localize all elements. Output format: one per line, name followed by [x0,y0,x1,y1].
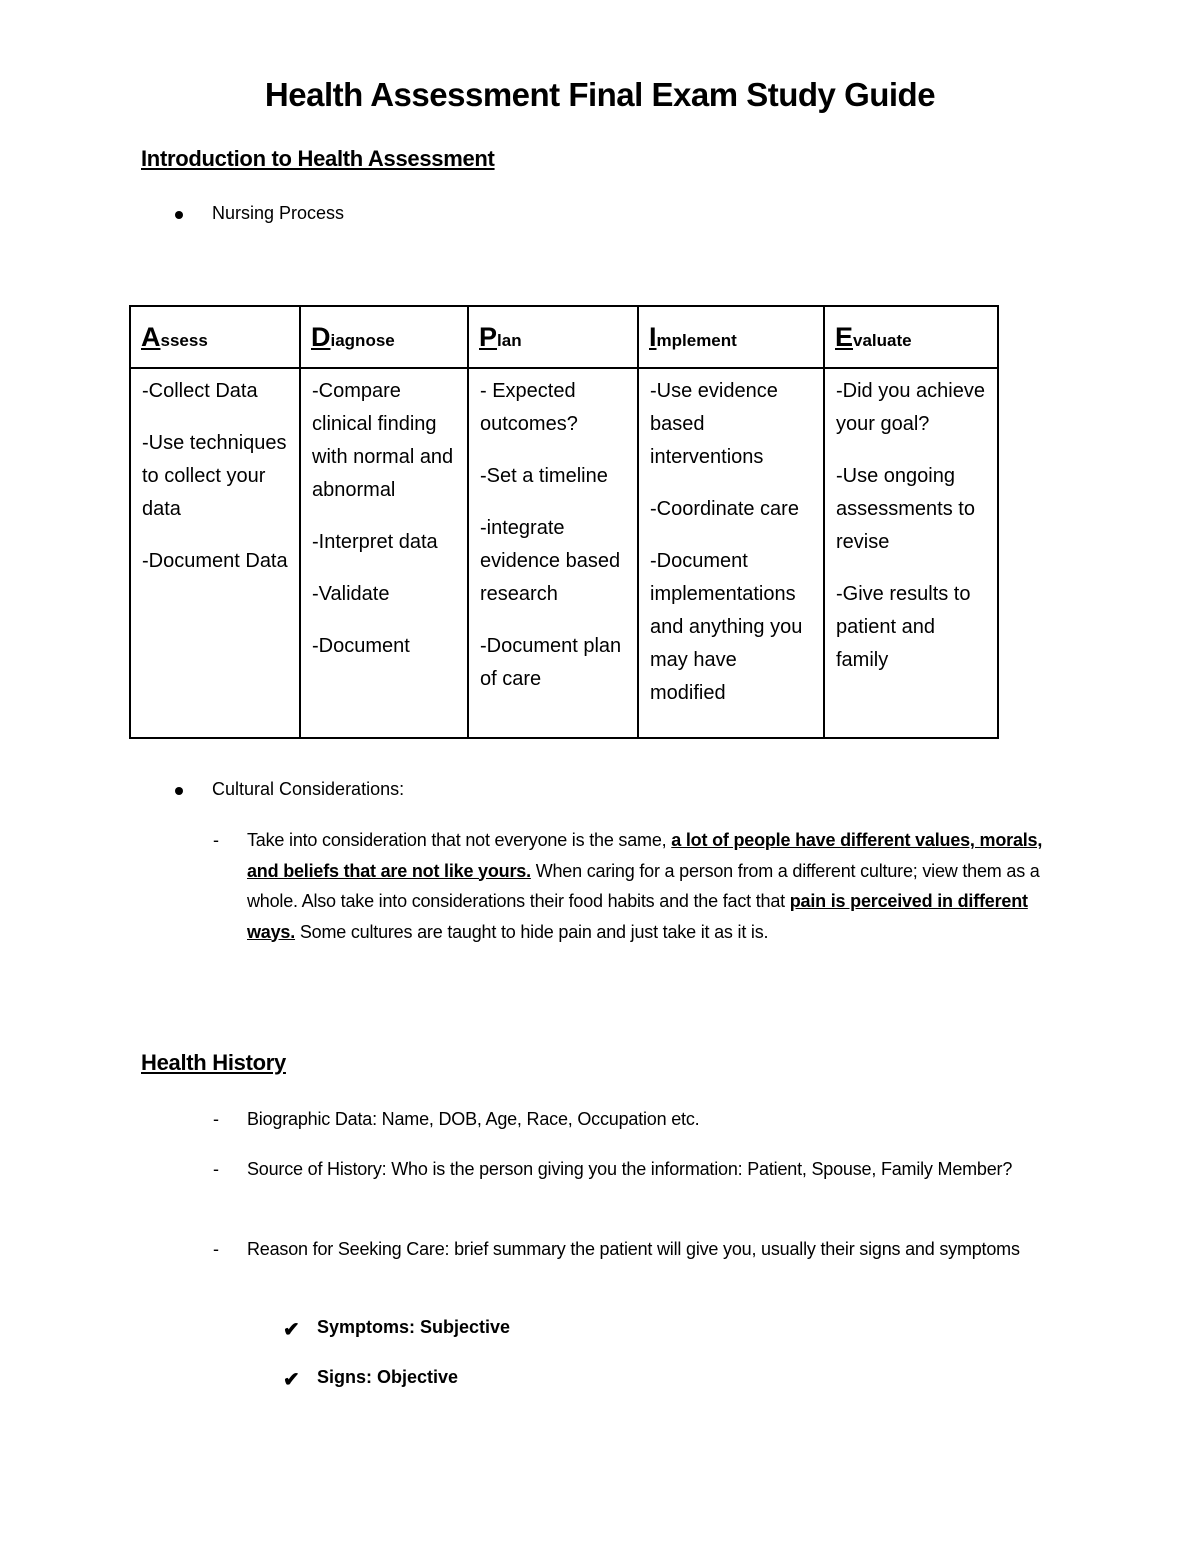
cell-item: -Did you achieve your goal? [836,380,985,435]
dash-marker: - [213,1159,219,1179]
column-header [468,306,638,368]
cell-item: -Document [312,635,410,657]
check-text: Symptoms: Subjective [317,1317,511,1337]
text-segment: When caring for a person from a different culture; view them as a whole. Also take into considerations their food habits and the fact that [247,860,1040,911]
cell-item: -Use evidence based interventions [650,380,778,468]
bullet-nursing-process [212,203,344,224]
header-text: iagnose [330,330,395,350]
column-header [638,306,824,368]
check-item-signs [283,1367,459,1391]
header-initial: A [141,321,161,352]
cell-item: -Use techniques to collect your data [142,432,287,520]
check-item-symptoms [283,1317,511,1341]
cell-item: -Document plan of care [480,635,622,690]
checkmark-icon: ✔ [283,1319,300,1341]
table-cell [638,368,824,738]
text-segment: Some cultures are taught to hide pain and just take it as it is. [295,921,769,942]
header-initial: D [311,321,331,352]
cell-item: -Coordinate care [650,498,799,520]
text-segment: Take into consideration that not everyone is the same, [247,830,672,850]
history-item [213,1234,1037,1265]
page-title: Health Assessment Final Exam Study Guide [264,76,936,113]
section-heading-history: Health History [141,1050,286,1075]
cell-item: - Expected outcomes? [480,380,578,435]
checkmark-icon: ✔ [283,1369,300,1391]
cell-item: -Set a timeline [480,465,608,487]
item-text: Reason for Seeking Care: brief summary the patient will give you, usually their signs and symptoms [247,1239,1020,1259]
bullet-text: Cultural Considerations: [212,779,405,799]
section-heading-intro: Introduction to Health Assessment [141,146,495,171]
emphasis-text: a lot of people have different values, morals, and beliefs that are not like yours. [247,830,1043,881]
history-item [213,1104,1067,1135]
cell-item: -Use ongoing assessments to revise [836,465,975,553]
table-cell [824,368,998,738]
dash-marker: - [213,1239,219,1259]
nursing-process-table [129,305,999,739]
table-row [130,368,998,738]
cell-item: -Validate [312,583,390,605]
cell-item: -Document implementations and anything you may have modified [650,550,803,704]
table-cell [130,368,300,738]
dash-marker: - [213,1109,219,1129]
cell-item: -Compare clinical finding with normal and abnormal [312,380,454,501]
cell-item: -Document Data [142,550,288,572]
table-cell [468,368,638,738]
bullet-cultural [212,779,404,800]
cell-item: -integrate evidence based research [480,517,621,605]
header-text: lan [497,330,522,350]
cell-item: -Collect Data [142,380,258,402]
header-initial: E [835,321,854,352]
table-cell [300,368,468,738]
bullet-icon [175,211,183,219]
cultural-paragraph [213,825,1067,947]
cell-item: -Interpret data [312,531,438,553]
header-initial: P [479,321,498,352]
column-header [300,306,468,368]
bullet-icon [175,787,183,795]
history-item [213,1154,1037,1185]
column-header [130,306,300,368]
header-initial: I [649,321,657,352]
check-text: Signs: Objective [317,1367,459,1387]
emphasis-text: pain is perceived in different ways. [247,891,1028,942]
column-header [824,306,998,368]
header-text: ssess [160,330,208,350]
header-text: mplement [656,330,737,350]
table-header-row [130,306,998,368]
bullet-text: Nursing Process [212,203,345,223]
cell-item: -Give results to patient and family [836,583,971,671]
item-text: Source of History: Who is the person giving you the information: Patient, Spouse, Family Member? [247,1159,1013,1179]
dash-marker: - [213,830,219,850]
item-text: Biographic Data: Name, DOB, Age, Race, Occupation etc. [247,1109,700,1129]
header-text: valuate [853,330,912,350]
